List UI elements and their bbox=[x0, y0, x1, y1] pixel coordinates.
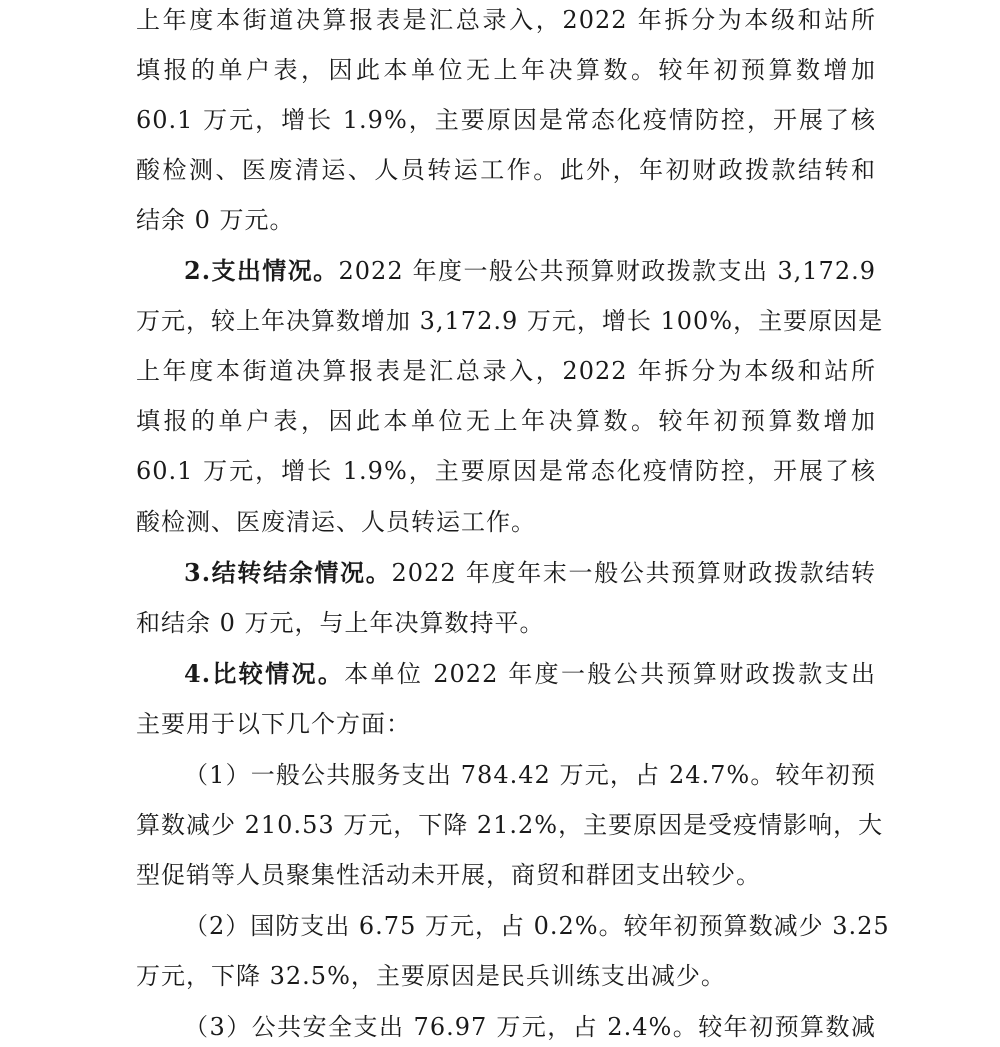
section-heading-expenditure: 2.支出情况。2022 年度一般公共预算财政拨款支出 3,172.9 bbox=[184, 256, 876, 285]
section-heading-comparison: 4.比较情况。本单位 2022 年度一般公共预算财政拨款支出 bbox=[184, 659, 876, 688]
text-line: 算数减少 210.53 万元，下降 21.2%，主要原因是受疫情影响，大 bbox=[136, 811, 884, 839]
text-line: 60.1 万元，增长 1.9%，主要原因是常态化疫情防控，开展了核 bbox=[136, 457, 876, 485]
list-item-defense: （2）国防支出 6.75 万元，占 0.2%。较年初预算数减少 3.25 bbox=[184, 912, 890, 940]
text-line: 上年度本街道决算报表是汇总录入，2022 年拆分为本级和站所 bbox=[136, 6, 876, 34]
text-line: 主要用于以下几个方面： bbox=[136, 710, 411, 738]
text-line: 上年度本街道决算报表是汇总录入，2022 年拆分为本级和站所 bbox=[136, 357, 876, 385]
text-line: 填报的单户表，因此本单位无上年决算数。较年初预算数增加 bbox=[136, 56, 876, 84]
section-heading-carryover: 3.结转结余情况。2022 年度年末一般公共预算财政拨款结转 bbox=[184, 558, 876, 587]
text-line: 和结余 0 万元，与上年决算数持平。 bbox=[136, 609, 545, 637]
text-line: 型促销等人员聚集性活动未开展，商贸和群团支出较少。 bbox=[136, 861, 761, 889]
text-line: 60.1 万元，增长 1.9%，主要原因是常态化疫情防控，开展了核 bbox=[136, 106, 876, 134]
text-line: 万元，较上年决算数增加 3,172.9 万元，增长 100%，主要原因是 bbox=[136, 307, 884, 335]
text-line: 结余 0 万元。 bbox=[136, 206, 295, 234]
list-item-general-services: （1）一般公共服务支出 784.42 万元，占 24.7%。较年初预 bbox=[184, 761, 876, 789]
text-line: 填报的单户表，因此本单位无上年决算数。较年初预算数增加 bbox=[136, 407, 876, 435]
text-line: 酸检测、医废清运、人员转运工作。 bbox=[136, 508, 536, 536]
list-item-public-safety: （3）公共安全支出 76.97 万元，占 2.4%。较年初预算数减 bbox=[184, 1013, 876, 1041]
text-line: 酸检测、医废清运、人员转运工作。此外，年初财政拨款结转和 bbox=[136, 156, 876, 184]
text-line: 万元，下降 32.5%，主要原因是民兵训练支出减少。 bbox=[136, 962, 726, 990]
